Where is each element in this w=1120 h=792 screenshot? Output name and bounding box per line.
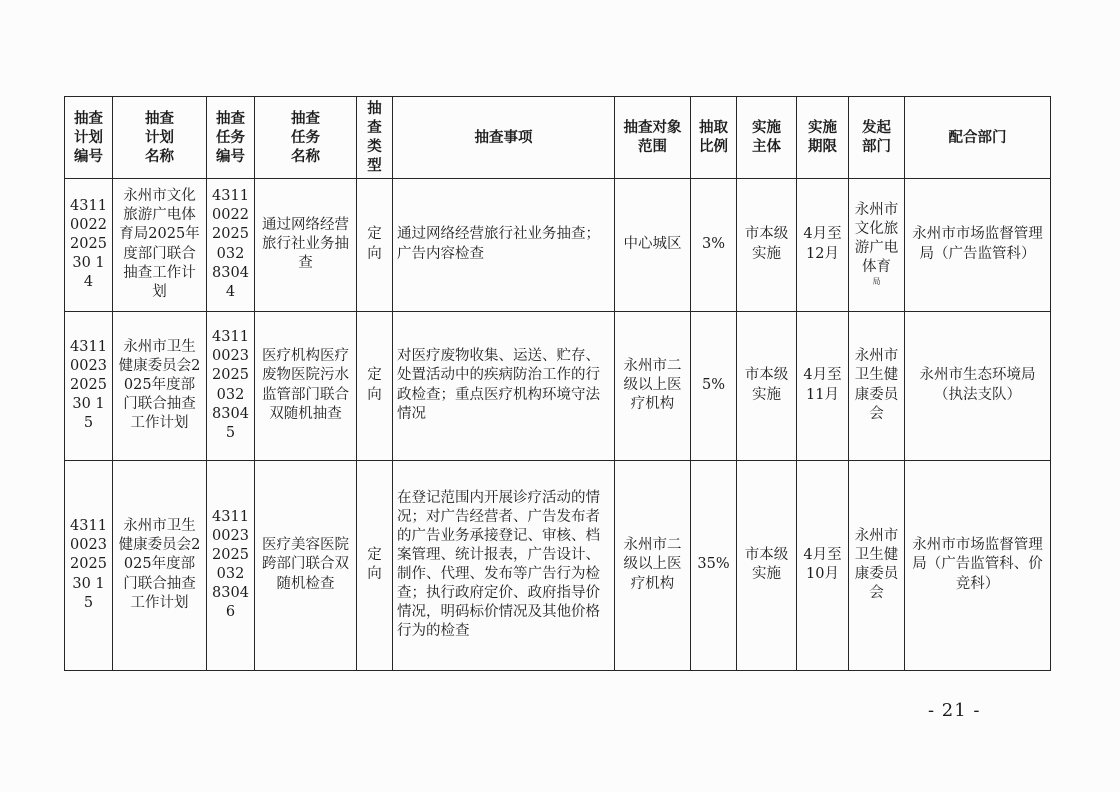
column-header-line: 抽查对象 [623, 119, 682, 137]
plan-number-cell: 43110023202530 15 [65, 311, 113, 460]
column-header-line: 实施 [808, 119, 837, 137]
column-header [691, 97, 737, 179]
initiator-cell [849, 460, 905, 670]
plan-number-cell: 43110022202530 14 [65, 178, 113, 311]
column-header-line: 抽查 [216, 109, 245, 127]
subject-cell: 市本级实施 [737, 178, 797, 311]
task-name-cell: 通过网络经营旅行社业务抽查 [255, 178, 357, 311]
page-number: - 21 - [928, 700, 981, 721]
column-header [393, 97, 615, 179]
column-header-line: 发起 [862, 119, 891, 137]
column-header [113, 97, 207, 179]
table-row [65, 311, 1051, 460]
column-header-line: 类型 [367, 138, 382, 175]
plan-name-cell: 永州市文化旅游广电体育局2025年度部门联合抽查工作计划 [113, 178, 207, 311]
task-number-cell: 431100222025032 83044 [207, 178, 255, 311]
column-header-line: 抽查 [367, 100, 382, 137]
period-cell: 4月至11月 [797, 311, 849, 460]
cooperating-dept-cell: 永州市生态环境局（执法支队） [905, 311, 1051, 460]
column-header-line: 部门 [862, 138, 891, 156]
scope-cell: 永州市二级以上医疗机构 [615, 460, 691, 670]
initiator-cell [849, 311, 905, 460]
column-header-line: 期限 [808, 138, 837, 156]
initiator-text: 永州市卫生健康委员会 [854, 348, 899, 422]
column-header-line: 计划 [145, 128, 174, 146]
column-header [905, 97, 1051, 179]
subject-cell: 市本级实施 [737, 460, 797, 670]
column-header-line: 比例 [699, 138, 728, 156]
task-name-cell: 医疗机构医疗废物医院污水监管部门联合双随机抽查 [255, 311, 357, 460]
initiator-text: 永州市卫生健康委员会 [854, 527, 899, 602]
column-header [849, 97, 905, 179]
column-header-line: 范围 [638, 138, 667, 156]
column-header-line: 抽查 [145, 109, 174, 127]
column-header-line: 实施 [752, 119, 781, 137]
inspection-items-cell: 在登记范围内开展诊疗活动的情况；对广告经营者、广告发布者的广告业务承接登记、审核、档案管理、统计报表，广告设计、制作、代理、发布等广告行为检查；执行政府定价、政府指导价情况，明码标价情况及其他价格行为的检查 [393, 460, 615, 670]
task-number-cell: 431100232025032 83045 [207, 311, 255, 460]
initiator-cell [849, 178, 905, 311]
cooperating-dept-cell: 永州市市场监督管理局（广告监管科） [905, 178, 1051, 311]
column-header-line: 配合部门 [948, 128, 1007, 146]
plan-name-cell: 永州市卫生健康委员会2025年度部门联合抽查工作计划 [113, 311, 207, 460]
task-number-cell: 431100232025032 83046 [207, 460, 255, 670]
column-header-line: 名称 [291, 147, 320, 165]
inspection-type-cell: 定向 [357, 311, 393, 460]
scope-cell: 永州市二级以上医疗机构 [615, 311, 691, 460]
column-header [65, 97, 113, 179]
table-row [65, 460, 1051, 670]
subject-cell: 市本级实施 [737, 311, 797, 460]
initiator-tail-text: 局 [872, 277, 881, 287]
column-header [615, 97, 691, 179]
column-header [737, 97, 797, 179]
column-header-line: 抽查 [74, 109, 103, 127]
column-header [255, 97, 357, 179]
column-header [357, 97, 393, 179]
ratio-cell: 35% [691, 460, 737, 670]
task-name-cell: 医疗美容医院跨部门联合双随机检查 [255, 460, 357, 670]
inspection-items-cell: 通过网络经营旅行社业务抽查；广告内容检查 [393, 178, 615, 311]
column-header-line: 任务 [291, 128, 320, 146]
column-header-line: 抽查 [291, 109, 320, 127]
inspection-plan-table [64, 96, 1051, 671]
scope-cell: 中心城区 [615, 178, 691, 311]
plan-name-cell: 永州市卫生健康委员会2025年度部门联合抽查工作计划 [113, 460, 207, 670]
ratio-cell: 5% [691, 311, 737, 460]
column-header [207, 97, 255, 179]
cooperating-dept-cell: 永州市市场监督管理局（广告监管科、价竞科） [905, 460, 1051, 670]
column-header-line: 主体 [752, 138, 781, 156]
initiator-text: 永州市文化旅游广电体育 [854, 201, 899, 276]
inspection-items-cell: 对医疗废物收集、运送、贮存、处置活动中的疾病防治工作的行政检查；重点医疗机构环境守法情况 [393, 311, 615, 460]
column-header-line: 名称 [145, 147, 174, 165]
table-row [65, 178, 1051, 311]
column-header-line: 编号 [216, 147, 245, 165]
inspection-type-cell: 定向 [357, 178, 393, 311]
period-cell: 4月至10月 [797, 460, 849, 670]
column-header-line: 计划 [74, 128, 103, 146]
plan-number-cell: 43110023202530 15 [65, 460, 113, 670]
ratio-cell: 3% [691, 178, 737, 311]
column-header [797, 97, 849, 179]
table-header-row [65, 97, 1051, 179]
inspection-type-cell: 定向 [357, 460, 393, 670]
column-header-line: 抽取 [699, 119, 728, 137]
column-header-line: 编号 [74, 147, 103, 165]
column-header-line: 任务 [216, 128, 245, 146]
column-header-line: 抽查事项 [474, 128, 533, 146]
period-cell: 4月至12月 [797, 178, 849, 311]
